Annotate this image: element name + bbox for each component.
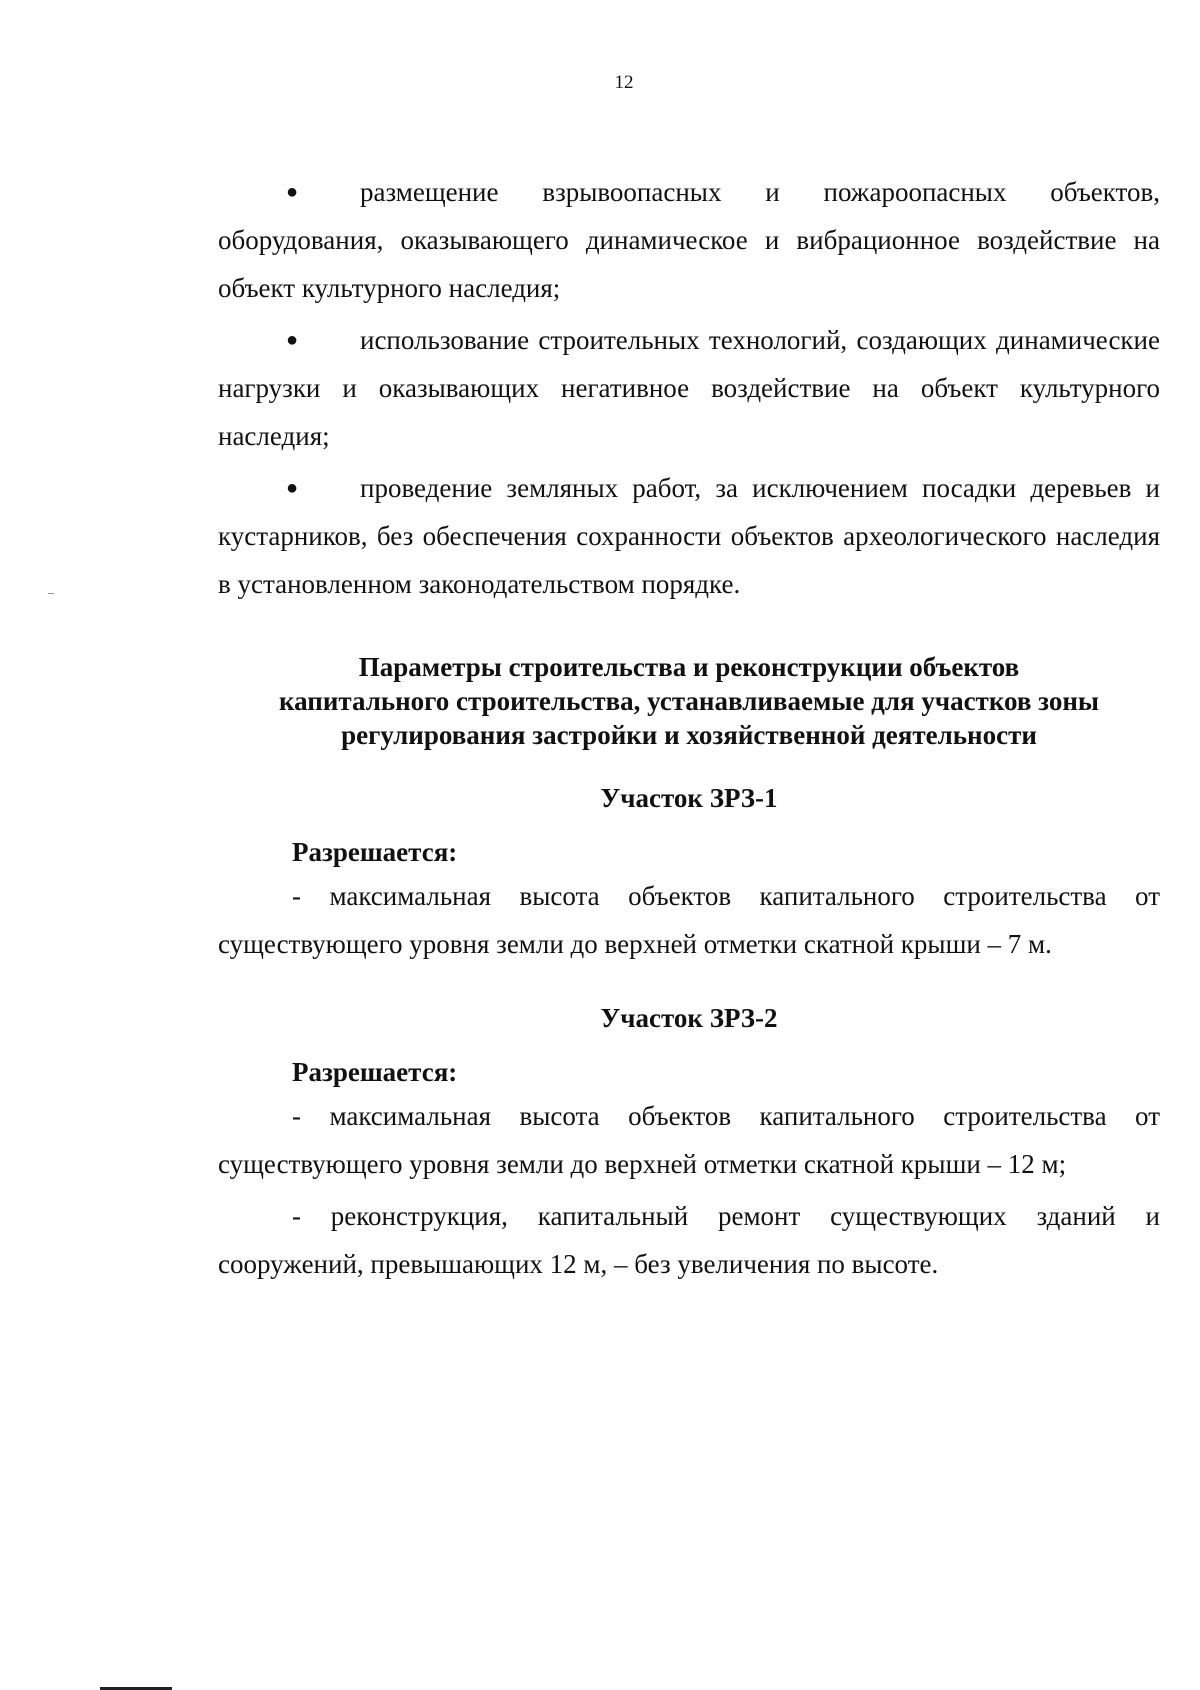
section-heading-line: капитального строительства, устанавливаемые для участков зоны [278,686,1100,716]
margin-mark [48,593,54,594]
document-body [218,168,1160,1292]
page-number: 12 [614,72,634,93]
bullet-item [218,168,1160,312]
bullet-icon: ● [286,477,299,499]
zrz1-item: - максимальная высота объектов капитального строительства от существующего уровня земли до верхней отметки скатной крыши – 7 м. [218,881,1160,959]
zrz2-allowed-label: Разрешается: [292,1057,458,1087]
zrz2-item: - максимальная высота объектов капитального строительства от существующего уровня земли до верхней отметки скатной крыши – 12 м; [218,1101,1160,1179]
bullet-item [218,316,1160,460]
bullet-text: размещение взрывоопасных и пожароопасных объектов, оборудования, оказывающего динамическое и вибрационное воздействие на объект культурного наследия; [218,177,1160,303]
zrz2-item: - реконструкция, капитальный ремонт существующих зданий и сооружений, превышающих 12 м, – без увеличения по высоте. [218,1201,1160,1279]
bullet-icon: ● [286,181,299,203]
zrz1-title: Участок ЗРЗ-1 [600,783,778,813]
section-heading-line: регулирования застройки и хозяйственной деятельности [341,720,1037,750]
section-heading [218,650,1160,752]
bullet-text: использование строительных технологий, создающих динамические нагрузки и оказывающих негативное воздействие на объект культурного наследия; [218,325,1160,451]
section-heading-line: Параметры строительства и реконструкции объектов [358,652,1020,682]
bullet-icon: ● [286,329,299,351]
bullet-item [218,464,1160,608]
zrz1-allowed-label: Разрешается: [292,837,458,867]
zrz2-title: Участок ЗРЗ-2 [600,1003,778,1033]
bullet-text: проведение земляных работ, за исключением посадки деревьев и кустарников, без обеспечения сохранности объектов археологического наследия в установленном законодательством порядке. [218,473,1160,599]
